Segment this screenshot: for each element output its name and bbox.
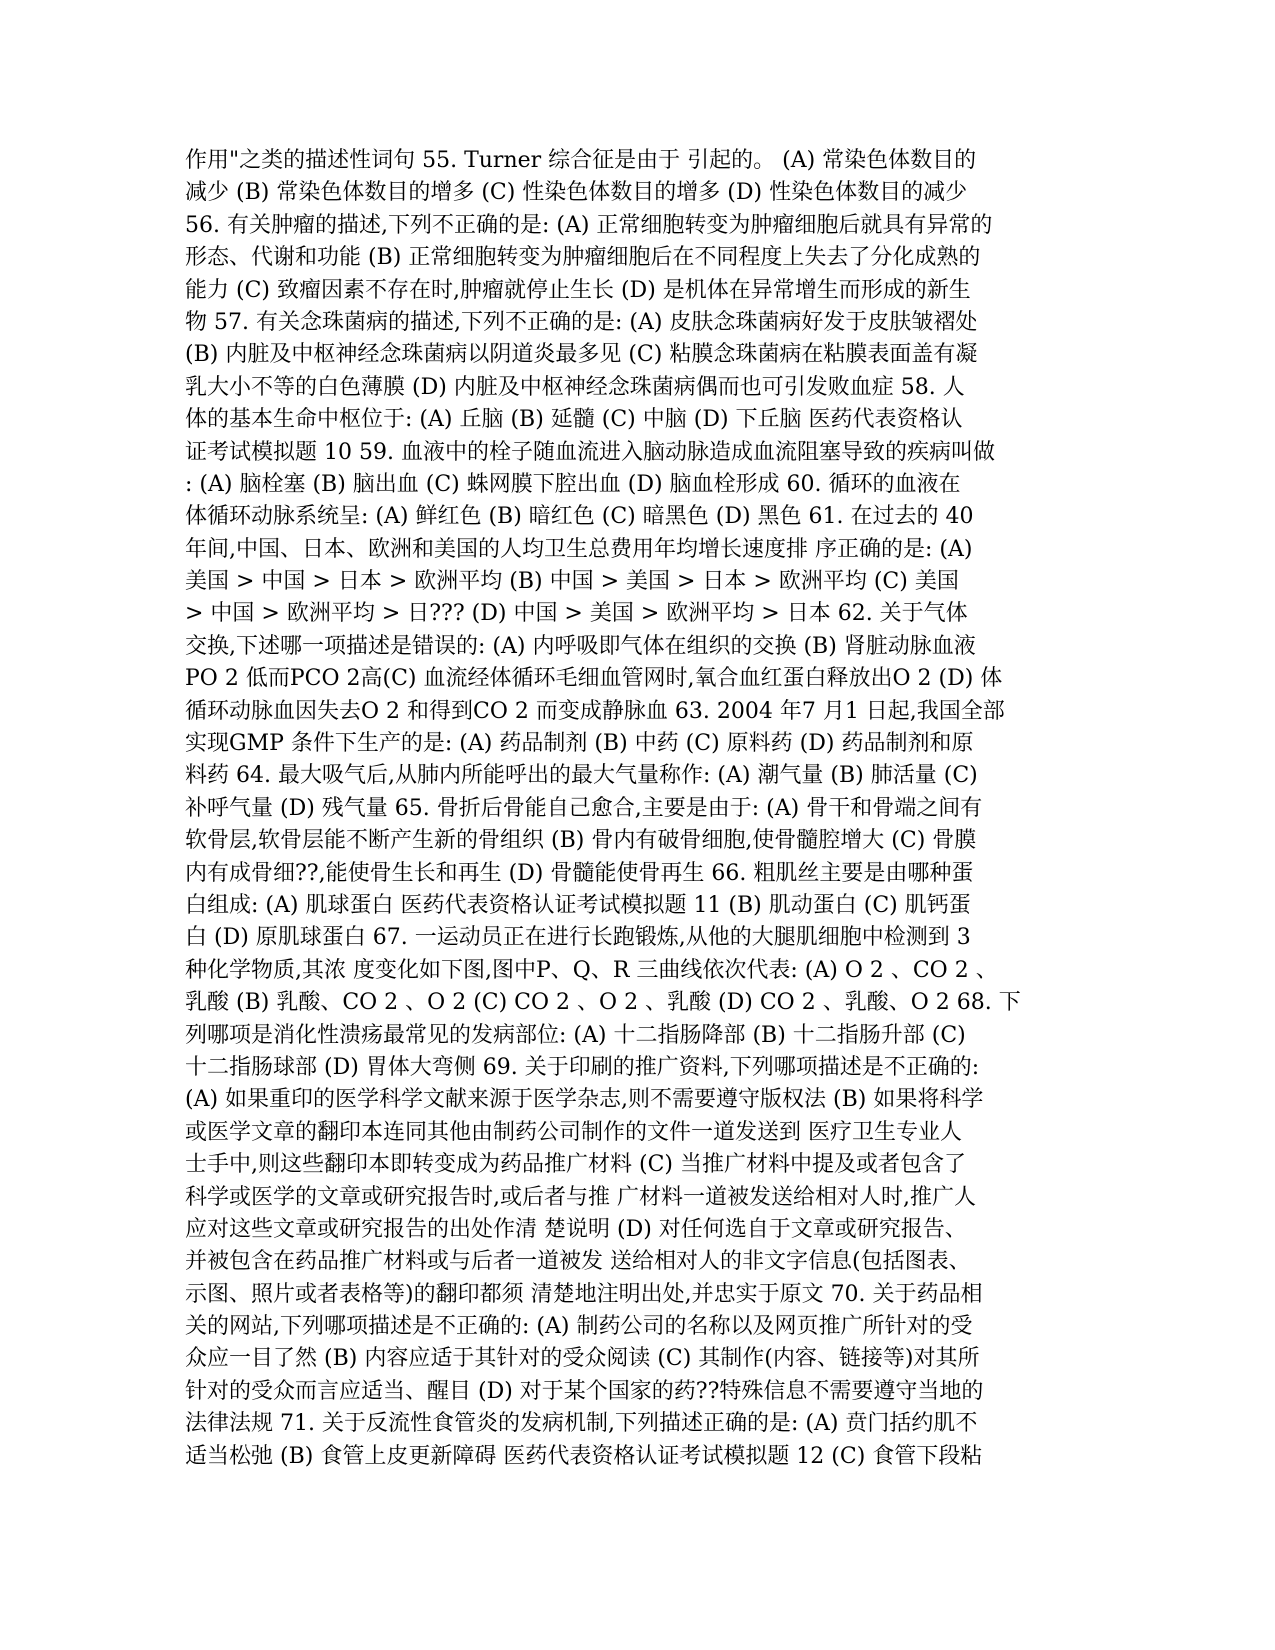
text-line: 物 57. 有关念珠菌病的描述,下列不正确的是: (A) 皮肤念珠菌病好发于皮肤皱褶处 <box>185 309 978 335</box>
text-line: 众应一目了然 (B) 内容应适于其针对的受众阅读 (C) 其制作(内容、链接等)对其所 <box>185 1346 980 1372</box>
text-line: 证考试模拟题 10 59. 血液中的栓子随血流进入脑动脉造成血流阻塞导致的疾病叫做 <box>185 439 995 465</box>
text-line: 应对这些文章或研究报告的出处作清 楚说明 (D) 对任何选自于文章或研究报告、 <box>185 1216 967 1242</box>
text-line: 软骨层,软骨层能不断产生新的骨组织 (B) 骨内有破骨细胞,使骨髓腔增大 (C) 骨膜 <box>185 828 977 854</box>
text-line: 或医学文章的翻印本连同其他由制药公司制作的文件一道发送到 医疗卫生专业人 <box>185 1119 962 1145</box>
text-line: 种化学物质,其浓 度变化如下图,图中P、Q、R 三曲线依次代表: (A) O 2 、CO 2 、 <box>185 957 998 983</box>
text-line: 年间,中国、日本、欧洲和美国的人均卫生总费用年均增长速度排 序正确的是: (A) <box>185 536 973 562</box>
text-line: 示图、照片或者表格等)的翻印都须 清楚地注明出处,并忠实于原文 70. 关于药品相 <box>185 1281 983 1307</box>
text-line: 内有成骨细??,能使骨生长和再生 (D) 骨髓能使骨再生 66. 粗肌丝主要是由哪种蛋 <box>185 860 974 886</box>
text-line: > 中国 > 欧洲平均 > 日??? (D) 中国 > 美国 > 欧洲平均 > 日本 62. 关于气体 <box>185 601 968 627</box>
text-line: 减少 (B) 常染色体数目的增多 (C) 性染色体数目的增多 (D) 性染色体数目的减少 <box>185 180 968 206</box>
text-line: 十二指肠球部 (D) 胃体大弯侧 69. 关于印刷的推广资料,下列哪项描述是不正确的: <box>185 1054 980 1080</box>
text-line: 补呼气量 (D) 残气量 65. 骨折后骨能自己愈合,主要是由于: (A) 骨干和骨端之间有 <box>185 795 983 821</box>
text-line: 形态、代谢和功能 (B) 正常细胞转变为肿瘤细胞后在不同程度上失去了分化成熟的 <box>185 245 981 271</box>
text-line: 乳大小不等的白色薄膜 (D) 内脏及中枢神经念珠菌病偶而也可引发败血症 58. 人 <box>185 374 965 400</box>
text-line: (B) 内脏及中枢神经念珠菌病以阴道炎最多见 (C) 粘膜念珠菌病在粘膜表面盖有凝 <box>185 342 978 368</box>
text-line: 乳酸 (B) 乳酸、CO 2 、O 2 (C) CO 2 、O 2 、乳酸 (D) CO 2 、乳酸、O 2 68. 下 <box>185 990 1021 1016</box>
text-line: PO 2 低而PCO 2高(C) 血流经体循环毛细血管网时,氧合血红蛋白释放出O 2 (D) 体 <box>185 666 1003 692</box>
text-line: 体的基本生命中枢位于: (A) 丘脑 (B) 延髓 (C) 中脑 (D) 下丘脑 医药代表资格认 <box>185 407 963 433</box>
text-line: 体循环动脉系统呈: (A) 鲜红色 (B) 暗红色 (C) 暗黑色 (D) 黑色 61. 在过去的 40 <box>185 504 974 530</box>
body-text <box>185 145 1085 1473</box>
text-line: 并被包含在药品推广材料或与后者一道被发 送给相对人的非文字信息(包括图表、 <box>185 1249 971 1275</box>
text-line: 针对的受众而言应适当、醒目 (D) 对于某个国家的药??特殊信息不需要遵守当地的 <box>185 1378 984 1404</box>
text-line: 列哪项是消化性溃疡最常见的发病部位: (A) 十二指肠降部 (B) 十二指肠升部 (C) <box>185 1022 966 1048</box>
text-line: 白 (D) 原肌球蛋白 67. 一运动员正在进行长跑锻炼,从他的大腿肌细胞中检测到 3 <box>185 925 971 951</box>
text-line: 料药 64. 最大吸气后,从肺内所能呼出的最大气量称作: (A) 潮气量 (B) 肺活量 (C) <box>185 763 978 789</box>
text-line: : (A) 脑栓塞 (B) 脑出血 (C) 蛛网膜下腔出血 (D) 脑血栓形成 60. 循环的血液在 <box>185 471 961 497</box>
text-line: 作用"之类的描述性词句 55. Turner 综合征是由于 引起的。 (A) 常染色体数目的 <box>185 148 977 173</box>
text-line: 能力 (C) 致瘤因素不存在时,肿瘤就停止生长 (D) 是机体在异常增生而形成的新生 <box>185 277 971 303</box>
text-line: 法律法规 71. 关于反流性食管炎的发病机制,下列描述正确的是: (A) 贲门括约肌不 <box>185 1411 978 1437</box>
text-line: 科学或医学的文章或研究报告时,或后者与推 广材料一道被发送给相对人时,推广人 <box>185 1184 976 1210</box>
text-line: (A) 如果重印的医学科学文献来源于医学杂志,则不需要遵守版权法 (B) 如果将科学 <box>185 1087 984 1113</box>
text-line: 适当松弛 (B) 食管上皮更新障碍 医药代表资格认证考试模拟题 12 (C) 食管下段粘 <box>185 1443 983 1469</box>
text-line: 56. 有关肿瘤的描述,下列不正确的是: (A) 正常细胞转变为肿瘤细胞后就具有异常的 <box>185 212 993 238</box>
text-line: 交换,下述哪一项描述是错误的: (A) 内呼吸即气体在组织的交换 (B) 肾脏动脉血液 <box>185 633 976 659</box>
text-line: 美国 > 中国 > 日本 > 欧洲平均 (B) 中国 > 美国 > 日本 > 欧洲平均 (C) 美国 <box>185 569 959 595</box>
text-line: 实现GMP 条件下生产的是: (A) 药品制剂 (B) 中药 (C) 原料药 (D) 药品制剂和原 <box>185 731 974 757</box>
text-line: 关的网站,下列哪项描述是不正确的: (A) 制药公司的名称以及网页推广所针对的受 <box>185 1314 973 1340</box>
text-line: 循环动脉血因失去O 2 和得到CO 2 而变成静脉血 63. 2004 年7 月1 日起,我国全部 <box>185 698 1005 724</box>
text-line: 白组成: (A) 肌球蛋白 医药代表资格认证考试模拟题 11 (B) 肌动蛋白 (C) 肌钙蛋 <box>185 892 971 918</box>
text-line: 士手中,则这些翻印本即转变成为药品推广材料 (C) 当推广材料中提及或者包含了 <box>185 1152 966 1178</box>
